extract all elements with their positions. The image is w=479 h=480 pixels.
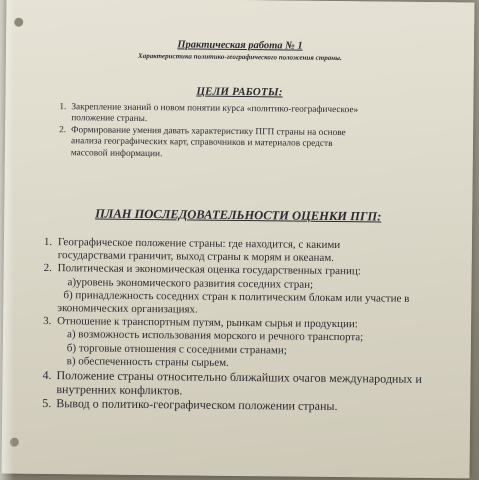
plan-subitem: б) принадлежность соседних стран к политическим блокам или участие в <box>63 288 410 305</box>
plan-subitem: а) возможность использования морского и речного транспорта; <box>66 328 364 344</box>
plan-item <box>42 368 457 400</box>
plan-item <box>42 396 457 414</box>
document-sheet <box>2 0 475 478</box>
plan-heading: ПЛАН ПОСЛЕДОВАТЕЛЬНОСТИ ОЦЕНКИ ПГП: <box>95 206 382 224</box>
plan-subitem: в) обеспеченность страны сырьем. <box>66 355 229 369</box>
plan-number: 1. <box>43 235 53 249</box>
plan-subitem: а)уровень экономического развития соседних стран; <box>67 275 314 291</box>
goal-line: анализа географических карт, справочников и материалов средств <box>70 136 333 150</box>
plan-number: 2. <box>43 262 52 275</box>
plan-number: 3. <box>43 315 52 328</box>
plan-number: 4. <box>42 367 52 383</box>
punch-hole <box>14 18 23 27</box>
goal-number: 2. <box>59 124 67 136</box>
goal-line: массовой информации. <box>70 147 163 159</box>
goal-line: положение страны. <box>71 113 148 125</box>
goals-heading: ЦЕЛИ РАБОТЫ: <box>196 85 283 99</box>
plan-line: Отношение к транспортным путям, рынкам сырья и продукции: <box>57 315 358 331</box>
goal-line: Закрепление знаний о новом понятии курса «политико-географическое» <box>71 102 359 116</box>
plan-subitem: б) торговые отношения с соседними странами; <box>66 341 287 357</box>
plan-list <box>42 236 459 414</box>
plan-line: Вывод о политико-географическом положении страны. <box>56 396 338 414</box>
goals-list <box>59 102 450 163</box>
document-title: Практическая работа № 1 <box>177 39 303 52</box>
plan-line: Положение страны относительно ближайших очагов международных и <box>56 368 422 386</box>
sleeve-glare <box>0 0 14 480</box>
goal-number: 1. <box>59 102 67 113</box>
goal-item <box>59 125 449 163</box>
plan-line: Политическая и экономическая оценка государственных границ: <box>57 262 361 278</box>
plan-continuation: экономических организациях. <box>57 302 198 316</box>
plan-number: 5. <box>42 395 52 411</box>
plan-line: государствами граничит, выход страны к морям и океанам. <box>57 249 335 265</box>
plan-line: Географическое положение страны: где находится, с какими <box>57 236 341 252</box>
document-subtitle: Характеристика политико-географического положения страны. <box>137 51 342 63</box>
plan-line: внутренних конфликтов. <box>56 382 183 398</box>
goal-line: Формирование умения давать характеристику ПГП страны на основе <box>71 125 346 138</box>
